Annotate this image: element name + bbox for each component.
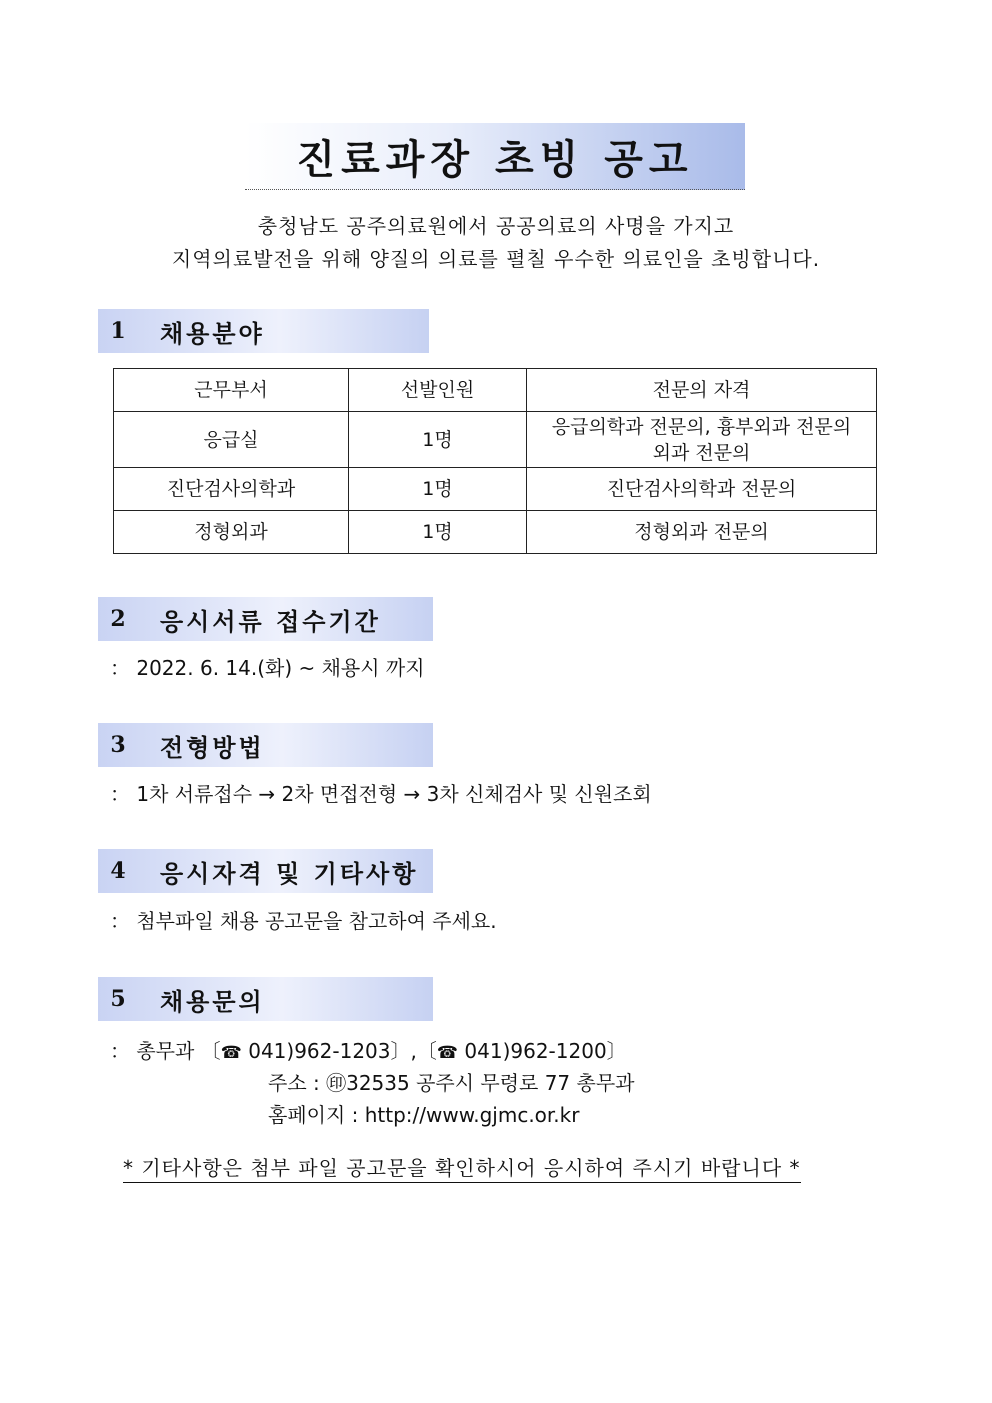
contact-homepage[interactable]: 홈페이지 : http://www.gjmc.or.kr — [268, 1103, 580, 1127]
section-2-header — [98, 597, 433, 641]
phone-icon: ☎ — [436, 1043, 459, 1063]
phone-number-1: 041)962-1203〕,〔 — [241, 1039, 437, 1063]
header-qualification: 전문의 자격 — [527, 369, 877, 412]
section-label: 응시서류 접수기간 — [160, 607, 381, 636]
selection-process: ： 1차 서류접수 → 2차 면접전형 → 3차 신체검사 및 신원조회 — [110, 782, 652, 806]
cell-dept: 정형외과 — [114, 511, 349, 554]
cell-qualification — [527, 412, 877, 468]
section-number: 2 — [110, 606, 126, 632]
qualification-text: ： 첨부파일 채용 공고문을 참고하여 주세요. — [110, 909, 497, 933]
section-label: 채용분야 — [160, 319, 265, 348]
intro-line-1: 충청남도 공주의료원에서 공공의료의 사명을 가지고 — [257, 214, 735, 238]
cell-dept: 진단검사의학과 — [114, 468, 349, 511]
footer-note: * 기타사항은 첨부 파일 공고문을 확인하시어 응시하여 주시기 바랍니다 * — [123, 1152, 801, 1183]
contact-address: 주소 : ㊞32535 공주시 무령로 77 총무과 — [268, 1071, 635, 1095]
cell-dept: 응급실 — [114, 412, 349, 468]
contact-phone-line — [110, 1035, 627, 1064]
header-dept: 근무부서 — [114, 369, 349, 412]
contact-prefix: ： 총무과 〔 — [110, 1039, 221, 1063]
intro-line-2: 지역의료발전을 위해 양질의 의료를 펼칠 우수한 의료인을 초빙합니다. — [171, 247, 821, 271]
cell-count: 1명 — [349, 468, 527, 511]
section-label: 채용문의 — [160, 987, 265, 1016]
table-row — [114, 412, 877, 468]
title-banner — [245, 123, 745, 190]
cell-count: 1명 — [349, 511, 527, 554]
qualification-line: 외과 전문의 — [652, 441, 751, 464]
section-number: 4 — [110, 858, 126, 884]
cell-count: 1명 — [349, 412, 527, 468]
table-header-row — [114, 369, 877, 412]
application-period: ： 2022. 6. 14.(화) ~ 채용시 까지 — [110, 656, 425, 680]
section-number: 3 — [110, 732, 126, 758]
section-label: 전형방법 — [160, 733, 265, 762]
phone-icon: ☎ — [220, 1043, 242, 1063]
table-row — [114, 468, 877, 511]
cell-qualification: 진단검사의학과 전문의 — [527, 468, 877, 511]
section-5-header — [98, 977, 433, 1021]
section-number: 1 — [110, 318, 126, 344]
section-label: 응시자격 및 기타사항 — [160, 859, 419, 888]
section-1-header — [98, 309, 429, 353]
qualification-line: 응급의학과 전문의, 흉부외과 전문의 — [551, 415, 852, 438]
phone-number-2: 041)962-1200〕 — [458, 1039, 627, 1063]
header-count: 선발인원 — [349, 369, 527, 412]
cell-qualification: 정형외과 전문의 — [527, 511, 877, 554]
section-3-header — [98, 723, 433, 767]
section-4-header — [98, 849, 433, 893]
section-number: 5 — [110, 986, 126, 1012]
table-row — [114, 511, 877, 554]
recruitment-table — [113, 368, 877, 554]
page-title: 진료과장 초빙 공고 — [296, 136, 694, 183]
